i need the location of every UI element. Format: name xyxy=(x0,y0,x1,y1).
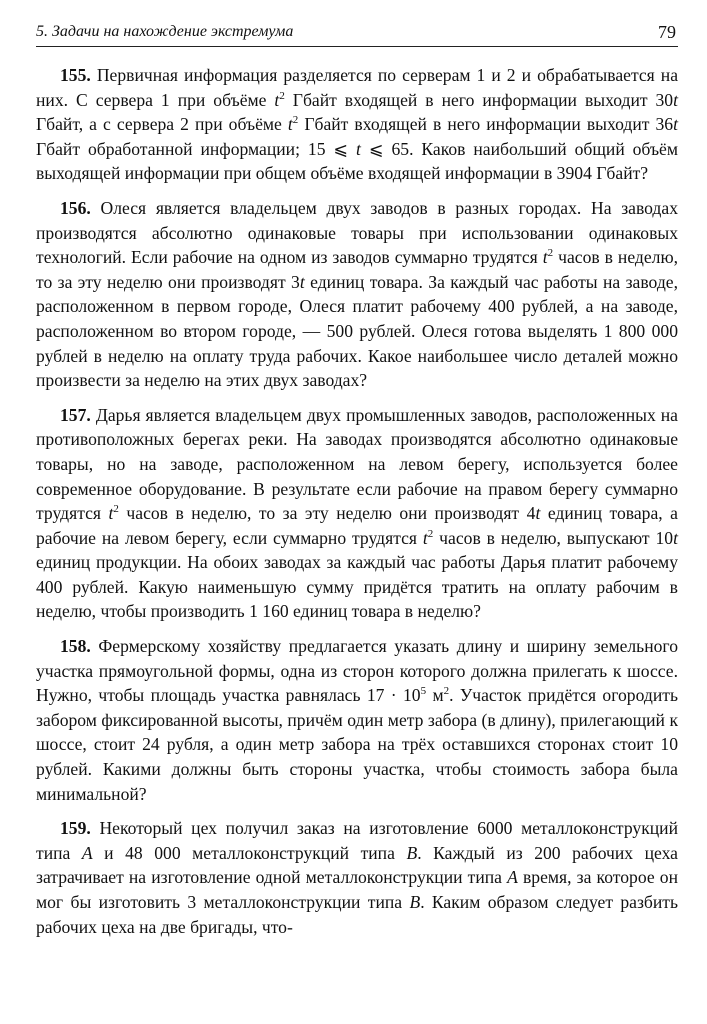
problem-158: 158. Фермерскому хозяйству предлагается указать длину и ширину земельного участка прямоугольной формы, одна из сторон которого должна прилегать к шоссе. Нужно, чтобы площадь участка равнялась $17 \cdot 10^5$ $м^2$. Участок придётся огородить забором фиксированной высоты, причём один метр забора (в длину), прилегающий к шоссе, стоит 24 рубля, а один метр забора на трёх оставшихся сторонах стоит 10 рублей. Какими должны быть стороны участка, чтобы стоимость забора была минимальной? xyxy=(36,636,678,804)
problem-number: 156. xyxy=(60,197,91,218)
running-header xyxy=(36,22,678,47)
problem-155: 155. Первичная информация разделяется по серверам 1 и 2 и обрабатывается на них. С сервера 1 при объёме $t^2$ Гбайт входящей в него информации выходит 30t Гбайт, а с сервера 2 при объёме $t^2$ Гбайт входящей в него информации выходит 36t Гбайт обработанной информации; 15 ⩽ t ⩽ 65. Каков наибольший общий объём выходящей информации при общем объёме входящей информации в 3904 Гбайт? xyxy=(36,65,678,184)
page xyxy=(36,22,678,949)
chapter-title: 5. Задачи на нахождение экстремума xyxy=(36,23,294,40)
problem-number: 158. xyxy=(60,636,91,657)
problem-159: 159. Некоторый цех получил заказ на изготовление 6000 металлоконструкций типа A и 48 000 металлоконструкций типа B. Каждый из 200 рабочих цеха затрачивает на изготовление одной металлоконструкции типа A время, за которое он мог бы изготовить 3 металлоконструкции типа B. Каким образом следует разбить рабочих цеха на две бригады, что- xyxy=(36,818,678,937)
problem-number: 155. xyxy=(60,65,91,85)
problem-number: 157. xyxy=(60,404,91,425)
page-number: 79 xyxy=(658,22,676,42)
problem-156: 156. Олеся является владельцем двух заводов в разных городах. На заводах производятся абсолютно одинаковые товары при использовании одинаковых технологий. Если рабочие на одном из заводов суммарно трудятся $t^2$ часов в неделю, то за эту неделю они производят 3t единиц товара. За каждый час работы на заводе, расположенном в первом городе, Олеся платит рабочему 400 рублей, а на заводе, расположенном во втором городе, — 500 рублей. Олеся готова выделять 1 800 000 рублей в неделю на оплату труда рабочих. Какое наибольшее число деталей можно произвести за неделю на этих двух заводах? xyxy=(36,197,678,391)
problem-157: 157. Дарья является владельцем двух промышленных заводов, расположенных на противоположных берегах реки. На заводах производятся абсолютно одинаковые товары, но на заводе, расположенном на левом берегу, используется более современное оборудование. В результате если рабочие на правом берегу суммарно трудятся $t^2$ часов в неделю, то за эту неделю они производят 4t единиц товара, а рабочие на левом берегу, если суммарно трудятся $t^2$ часов в неделю, выпускают 10t единиц продукции. На обоих заводах за каждый час работы Дарья платит рабочему 400 рублей. Какую наименьшую сумму придётся тратить на оплату рабочим в неделю, чтобы производить 1 160 единиц товара в неделю? xyxy=(36,404,678,622)
problem-number: 159. xyxy=(60,818,91,839)
